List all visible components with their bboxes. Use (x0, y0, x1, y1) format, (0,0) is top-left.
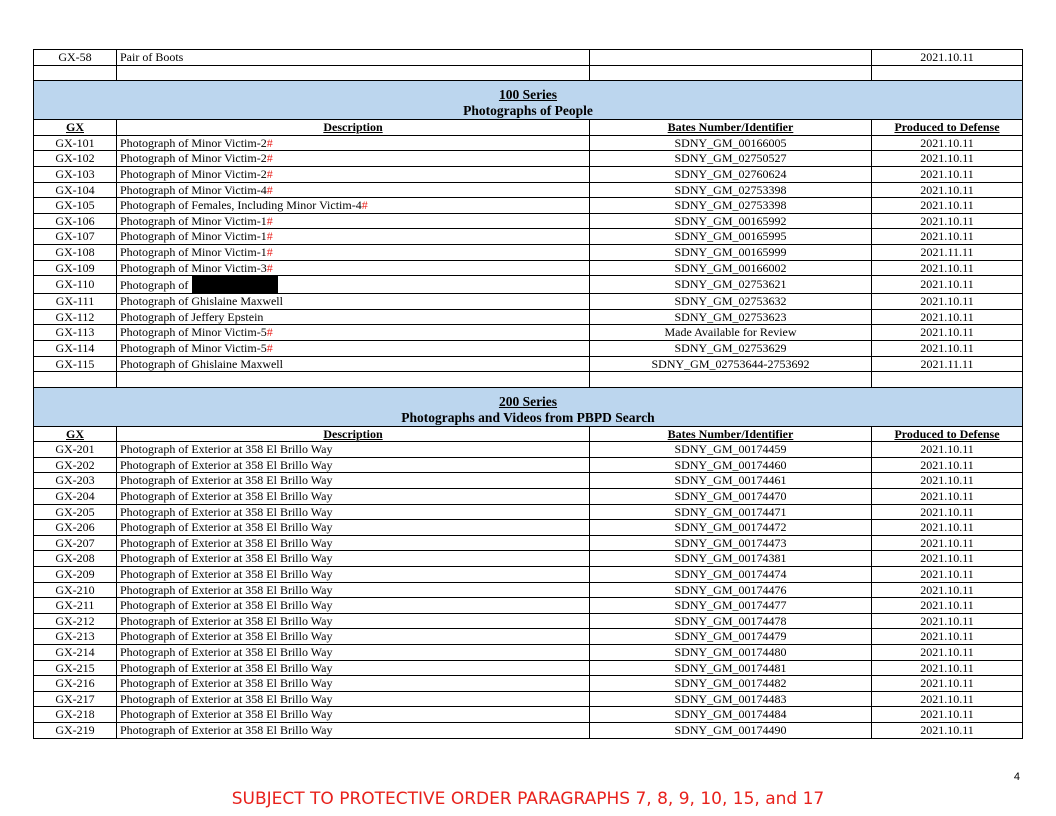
exhibit-description (117, 645, 590, 661)
produced-date: 2021.10.11 (872, 309, 1023, 325)
hash-mark: # (266, 135, 273, 150)
description-text: Pair of Boots (120, 50, 184, 64)
table-row (34, 151, 1023, 167)
exhibit-description (117, 260, 590, 276)
table-row (34, 551, 1023, 567)
produced-date: 2021.10.11 (872, 582, 1023, 598)
exhibit-description (117, 504, 590, 520)
table-row (34, 504, 1023, 520)
header-produced (872, 426, 1023, 442)
section-title: Photographs of People (34, 103, 1023, 120)
exhibit-description (117, 473, 590, 489)
produced-date: 2021.10.11 (872, 489, 1023, 505)
hash-mark: # (266, 229, 273, 244)
exhibit-description (117, 707, 590, 723)
header-bates-label: Bates Number/Identifier (667, 120, 794, 135)
description-text: Photograph of Ghislaine Maxwell (120, 356, 283, 371)
bates-number: SDNY_GM_00174480 (590, 645, 872, 661)
header-bates (590, 120, 872, 136)
bates-number: SDNY_GM_02750527 (590, 151, 872, 167)
produced-date: 2021.10.11 (872, 660, 1023, 676)
description-text: Photograph of Exterior at 358 El Brillo Way (120, 582, 333, 597)
exhibit-description (117, 50, 590, 66)
table-row (34, 166, 1023, 182)
bates-number: SDNY_GM_02753398 (590, 198, 872, 214)
description-text: Photograph of Exterior at 358 El Brillo Way (120, 598, 333, 613)
section-series-cell (34, 387, 1023, 410)
header-description (117, 426, 590, 442)
exhibit-number: GX-218 (34, 707, 117, 723)
bates-number: SDNY_GM_00174473 (590, 535, 872, 551)
description-text: Photograph of Females, Including Minor Victim-4 (120, 198, 362, 213)
exhibit-number: GX-203 (34, 473, 117, 489)
blank-row (34, 65, 1023, 81)
exhibit-description (117, 535, 590, 551)
exhibit-number: GX-212 (34, 613, 117, 629)
table-row (34, 567, 1023, 583)
description-text: Photograph of Exterior at 358 El Brillo Way (120, 535, 333, 550)
bates-number: SDNY_GM_00174483 (590, 691, 872, 707)
hash-mark: # (266, 166, 273, 181)
table-row (34, 645, 1023, 661)
exhibit-description (117, 551, 590, 567)
column-header-row (34, 426, 1023, 442)
exhibit-number: GX-202 (34, 457, 117, 473)
exhibit-number: GX-209 (34, 567, 117, 583)
exhibit-number: GX-101 (34, 135, 117, 151)
description-text: Photograph of Minor Victim-1 (120, 213, 267, 228)
date-cell (872, 372, 1023, 388)
exhibit-description (117, 229, 590, 245)
hash-mark: # (266, 260, 273, 275)
table-row (34, 613, 1023, 629)
header-gx-label: GX (66, 426, 84, 441)
section-series: 200 Series (498, 393, 558, 409)
exhibit-description (117, 166, 590, 182)
produced-date: 2021.11.11 (872, 356, 1023, 372)
bates-number: SDNY_GM_00174479 (590, 629, 872, 645)
produced-date: 2021.10.11 (872, 213, 1023, 229)
table-row (34, 182, 1023, 198)
bates-number: SDNY_GM_02753644-2753692 (590, 356, 872, 372)
produced-date: 2021.10.11 (872, 613, 1023, 629)
exhibit-description (117, 244, 590, 260)
table-row (34, 198, 1023, 214)
section-title: Photographs and Videos from PBPD Search (34, 410, 1023, 427)
section-banner (34, 81, 1023, 104)
exhibit-number: GX-105 (34, 198, 117, 214)
table-row (34, 660, 1023, 676)
description-text: Photograph of Minor Victim-5 (120, 325, 267, 340)
bates-number: SDNY_GM_00174476 (590, 582, 872, 598)
description-text: Photograph of Ghislaine Maxwell (120, 294, 283, 309)
produced-date: 2021.10.11 (872, 442, 1023, 458)
table-row (34, 598, 1023, 614)
blank-row (34, 372, 1023, 388)
exhibit-number: GX-208 (34, 551, 117, 567)
description-text: Photograph of Exterior at 358 El Brillo Way (120, 504, 333, 519)
exhibit-description (117, 629, 590, 645)
table-row (34, 229, 1023, 245)
hash-mark: # (266, 340, 273, 355)
table-row (34, 309, 1023, 325)
exhibit-number: GX-103 (34, 166, 117, 182)
description-text: Photograph of Exterior at 358 El Brillo Way (120, 676, 333, 691)
table-row (34, 135, 1023, 151)
exhibit-number: GX-111 (34, 294, 117, 310)
bates-number: SDNY_GM_02753623 (590, 309, 872, 325)
section-series: 100 Series (498, 87, 558, 103)
produced-date: 2021.10.11 (872, 520, 1023, 536)
exhibit-number: GX-217 (34, 691, 117, 707)
exhibit-description (117, 598, 590, 614)
exhibit-number: GX-113 (34, 325, 117, 341)
exhibit-description (117, 356, 590, 372)
description-text: Photograph of Jeffery Epstein (120, 309, 264, 324)
description-text: Photograph of Minor Victim-1 (120, 229, 267, 244)
description-text: Photograph of Exterior at 358 El Brillo Way (120, 691, 333, 706)
hash-mark: # (266, 244, 273, 259)
hash-mark: # (361, 198, 368, 213)
exhibit-description (117, 151, 590, 167)
exhibit-number: GX-215 (34, 660, 117, 676)
description-text: Photograph of Exterior at 358 El Brillo Way (120, 660, 333, 675)
produced-date: 2021.10.11 (872, 276, 1023, 294)
date-cell (872, 65, 1023, 81)
bates-number: SDNY_GM_02753632 (590, 294, 872, 310)
table-row (34, 676, 1023, 692)
bates-number: SDNY_GM_00174481 (590, 660, 872, 676)
exhibit-description (117, 722, 590, 738)
hash-mark: # (266, 151, 273, 166)
produced-date: 2021.10.11 (872, 722, 1023, 738)
description-text: Photograph of Exterior at 358 El Brillo Way (120, 442, 333, 457)
bates-number: SDNY_GM_00165992 (590, 213, 872, 229)
table-row (34, 722, 1023, 738)
exhibit-number: GX-201 (34, 442, 117, 458)
hash-mark: # (266, 182, 273, 197)
description-text: Photograph of Minor Victim-2 (120, 166, 267, 181)
description-text: Photograph of Exterior at 358 El Brillo Way (120, 520, 333, 535)
table-row (34, 535, 1023, 551)
exhibit-description (117, 325, 590, 341)
header-bates-label: Bates Number/Identifier (667, 426, 794, 441)
gx-cell (34, 65, 117, 81)
hash-mark: # (266, 213, 273, 228)
exhibit-description (117, 676, 590, 692)
bates-number: SDNY_GM_00174478 (590, 613, 872, 629)
exhibit-number: GX-58 (34, 50, 117, 66)
produced-date: 2021.10.11 (872, 50, 1023, 66)
header-produced (872, 120, 1023, 136)
bates-number: SDNY_GM_00174461 (590, 473, 872, 489)
produced-date: 2021.10.11 (872, 340, 1023, 356)
exhibit-number: GX-204 (34, 489, 117, 505)
produced-date: 2021.10.11 (872, 598, 1023, 614)
exhibit-number: GX-114 (34, 340, 117, 356)
exhibit-number: GX-115 (34, 356, 117, 372)
table-row (34, 520, 1023, 536)
table-row (34, 457, 1023, 473)
bates-number: SDNY_GM_00174471 (590, 504, 872, 520)
exhibit-description (117, 691, 590, 707)
description-text: Photograph of Exterior at 358 El Brillo Way (120, 457, 333, 472)
bates-number: SDNY_GM_02753398 (590, 182, 872, 198)
column-header-row (34, 120, 1023, 136)
table-row (34, 325, 1023, 341)
header-gx (34, 426, 117, 442)
exhibit-table-body (34, 50, 1023, 739)
header-produced-label: Produced to Defense (894, 426, 1000, 441)
bates-number: SDNY_GM_00166002 (590, 260, 872, 276)
table-row (34, 260, 1023, 276)
description-text: Photograph of Exterior at 358 El Brillo Way (120, 551, 333, 566)
bates-number: SDNY_GM_00174477 (590, 598, 872, 614)
bates-number: SDNY_GM_00174381 (590, 551, 872, 567)
bates-number: SDNY_GM_00174474 (590, 567, 872, 583)
bates-number: SDNY_GM_00174470 (590, 489, 872, 505)
header-description-label: Description (323, 120, 383, 135)
exhibit-description (117, 567, 590, 583)
produced-date: 2021.11.11 (872, 244, 1023, 260)
bates-number: SDNY_GM_00166005 (590, 135, 872, 151)
table-row (34, 340, 1023, 356)
gx-cell (34, 372, 117, 388)
exhibit-description (117, 489, 590, 505)
exhibit-number: GX-205 (34, 504, 117, 520)
exhibit-number: GX-110 (34, 276, 117, 294)
header-description-label: Description (323, 426, 383, 441)
exhibit-number: GX-211 (34, 598, 117, 614)
produced-date: 2021.10.11 (872, 294, 1023, 310)
bates-number: SDNY_GM_02753629 (590, 340, 872, 356)
produced-date: 2021.10.11 (872, 535, 1023, 551)
table-row (34, 629, 1023, 645)
bates-cell (590, 65, 872, 81)
exhibit-description (117, 582, 590, 598)
exhibit-number: GX-109 (34, 260, 117, 276)
produced-date: 2021.10.11 (872, 676, 1023, 692)
table-row (34, 356, 1023, 372)
exhibit-description (117, 613, 590, 629)
table-row (34, 707, 1023, 723)
exhibit-number: GX-106 (34, 213, 117, 229)
exhibit-number: GX-107 (34, 229, 117, 245)
exhibit-number: GX-108 (34, 244, 117, 260)
description-text: Photograph of Exterior at 358 El Brillo Way (120, 567, 333, 582)
exhibit-number: GX-216 (34, 676, 117, 692)
table-row (34, 442, 1023, 458)
bates-number: SDNY_GM_00174459 (590, 442, 872, 458)
table-row (34, 473, 1023, 489)
produced-date: 2021.10.11 (872, 707, 1023, 723)
description-text: Photograph of Minor Victim-2 (120, 151, 267, 166)
description-text: Photograph of Exterior at 358 El Brillo Way (120, 707, 333, 722)
produced-date: 2021.10.11 (872, 457, 1023, 473)
produced-date: 2021.10.11 (872, 260, 1023, 276)
produced-date: 2021.10.11 (872, 473, 1023, 489)
bates-number (590, 50, 872, 66)
exhibit-description (117, 340, 590, 356)
description-cell (117, 65, 590, 81)
bates-cell (590, 372, 872, 388)
exhibit-number: GX-207 (34, 535, 117, 551)
table-row (34, 294, 1023, 310)
table-row (34, 244, 1023, 260)
exhibit-description (117, 309, 590, 325)
table-row (34, 276, 1023, 294)
produced-date: 2021.10.11 (872, 229, 1023, 245)
description-text: Photograph of Exterior at 358 El Brillo Way (120, 722, 333, 737)
section-banner-title (34, 103, 1023, 120)
section-banner-title (34, 410, 1023, 427)
exhibit-description (117, 276, 590, 294)
table-row (34, 489, 1023, 505)
produced-date: 2021.10.11 (872, 567, 1023, 583)
bates-number: SDNY_GM_00174460 (590, 457, 872, 473)
description-text: Photograph of Minor Victim-4 (120, 182, 267, 197)
exhibit-number: GX-206 (34, 520, 117, 536)
exhibit-number: GX-219 (34, 722, 117, 738)
description-text: Photograph of Minor Victim-3 (120, 260, 267, 275)
exhibit-number: GX-213 (34, 629, 117, 645)
hash-mark: # (266, 325, 273, 340)
header-description (117, 120, 590, 136)
description-text: Photograph of Exterior at 358 El Brillo Way (120, 473, 333, 488)
description-text: Photograph of Minor Victim-1 (120, 244, 267, 259)
table-row (34, 213, 1023, 229)
bates-number: Made Available for Review (590, 325, 872, 341)
page-number: 4 (1013, 771, 1020, 783)
description-text: Photograph of (120, 278, 189, 293)
exhibit-number: GX-112 (34, 309, 117, 325)
exhibit-number: GX-214 (34, 645, 117, 661)
bates-number: SDNY_GM_00165999 (590, 244, 872, 260)
exhibit-description (117, 520, 590, 536)
table-row (34, 582, 1023, 598)
description-text: Photograph of Minor Victim-2 (120, 135, 267, 150)
description-text: Photograph of Exterior at 358 El Brillo Way (120, 613, 333, 628)
bates-number: SDNY_GM_00174490 (590, 722, 872, 738)
bates-number: SDNY_GM_00174484 (590, 707, 872, 723)
bates-number: SDNY_GM_02753621 (590, 276, 872, 294)
exhibit-description (117, 198, 590, 214)
exhibit-table (33, 49, 1023, 739)
bates-number: SDNY_GM_00174482 (590, 676, 872, 692)
produced-date: 2021.10.11 (872, 551, 1023, 567)
protective-order-footer: SUBJECT TO PROTECTIVE ORDER PARAGRAPHS 7, 8, 9, 10, 15, and 17 (231, 789, 825, 809)
header-bates (590, 426, 872, 442)
header-gx-label: GX (66, 120, 84, 135)
header-produced-label: Produced to Defense (894, 120, 1000, 135)
produced-date: 2021.10.11 (872, 325, 1023, 341)
exhibit-description (117, 457, 590, 473)
exhibit-description (117, 182, 590, 198)
produced-date: 2021.10.11 (872, 198, 1023, 214)
produced-date: 2021.10.11 (872, 504, 1023, 520)
produced-date: 2021.10.11 (872, 629, 1023, 645)
produced-date: 2021.10.11 (872, 645, 1023, 661)
exhibit-description (117, 213, 590, 229)
exhibit-description (117, 442, 590, 458)
exhibit-number: GX-104 (34, 182, 117, 198)
bates-number: SDNY_GM_00174472 (590, 520, 872, 536)
description-cell (117, 372, 590, 388)
produced-date: 2021.10.11 (872, 166, 1023, 182)
exhibit-number: GX-210 (34, 582, 117, 598)
exhibit-description (117, 294, 590, 310)
section-banner (34, 387, 1023, 410)
description-text: Photograph of Minor Victim-5 (120, 340, 267, 355)
exhibit-description (117, 660, 590, 676)
exhibit-description (117, 135, 590, 151)
section-series-cell (34, 81, 1023, 104)
table-row (34, 691, 1023, 707)
description-text: Photograph of Exterior at 358 El Brillo Way (120, 645, 333, 659)
table-row (34, 50, 1023, 66)
exhibit-number: GX-102 (34, 151, 117, 167)
bates-number: SDNY_GM_00165995 (590, 229, 872, 245)
produced-date: 2021.10.11 (872, 691, 1023, 707)
produced-date: 2021.10.11 (872, 151, 1023, 167)
produced-date: 2021.10.11 (872, 135, 1023, 151)
description-text: Photograph of Exterior at 358 El Brillo Way (120, 489, 333, 504)
bates-number: SDNY_GM_02760624 (590, 166, 872, 182)
header-gx (34, 120, 117, 136)
produced-date: 2021.10.11 (872, 182, 1023, 198)
redaction-box (192, 276, 278, 293)
description-text: Photograph of Exterior at 358 El Brillo Way (120, 629, 333, 644)
